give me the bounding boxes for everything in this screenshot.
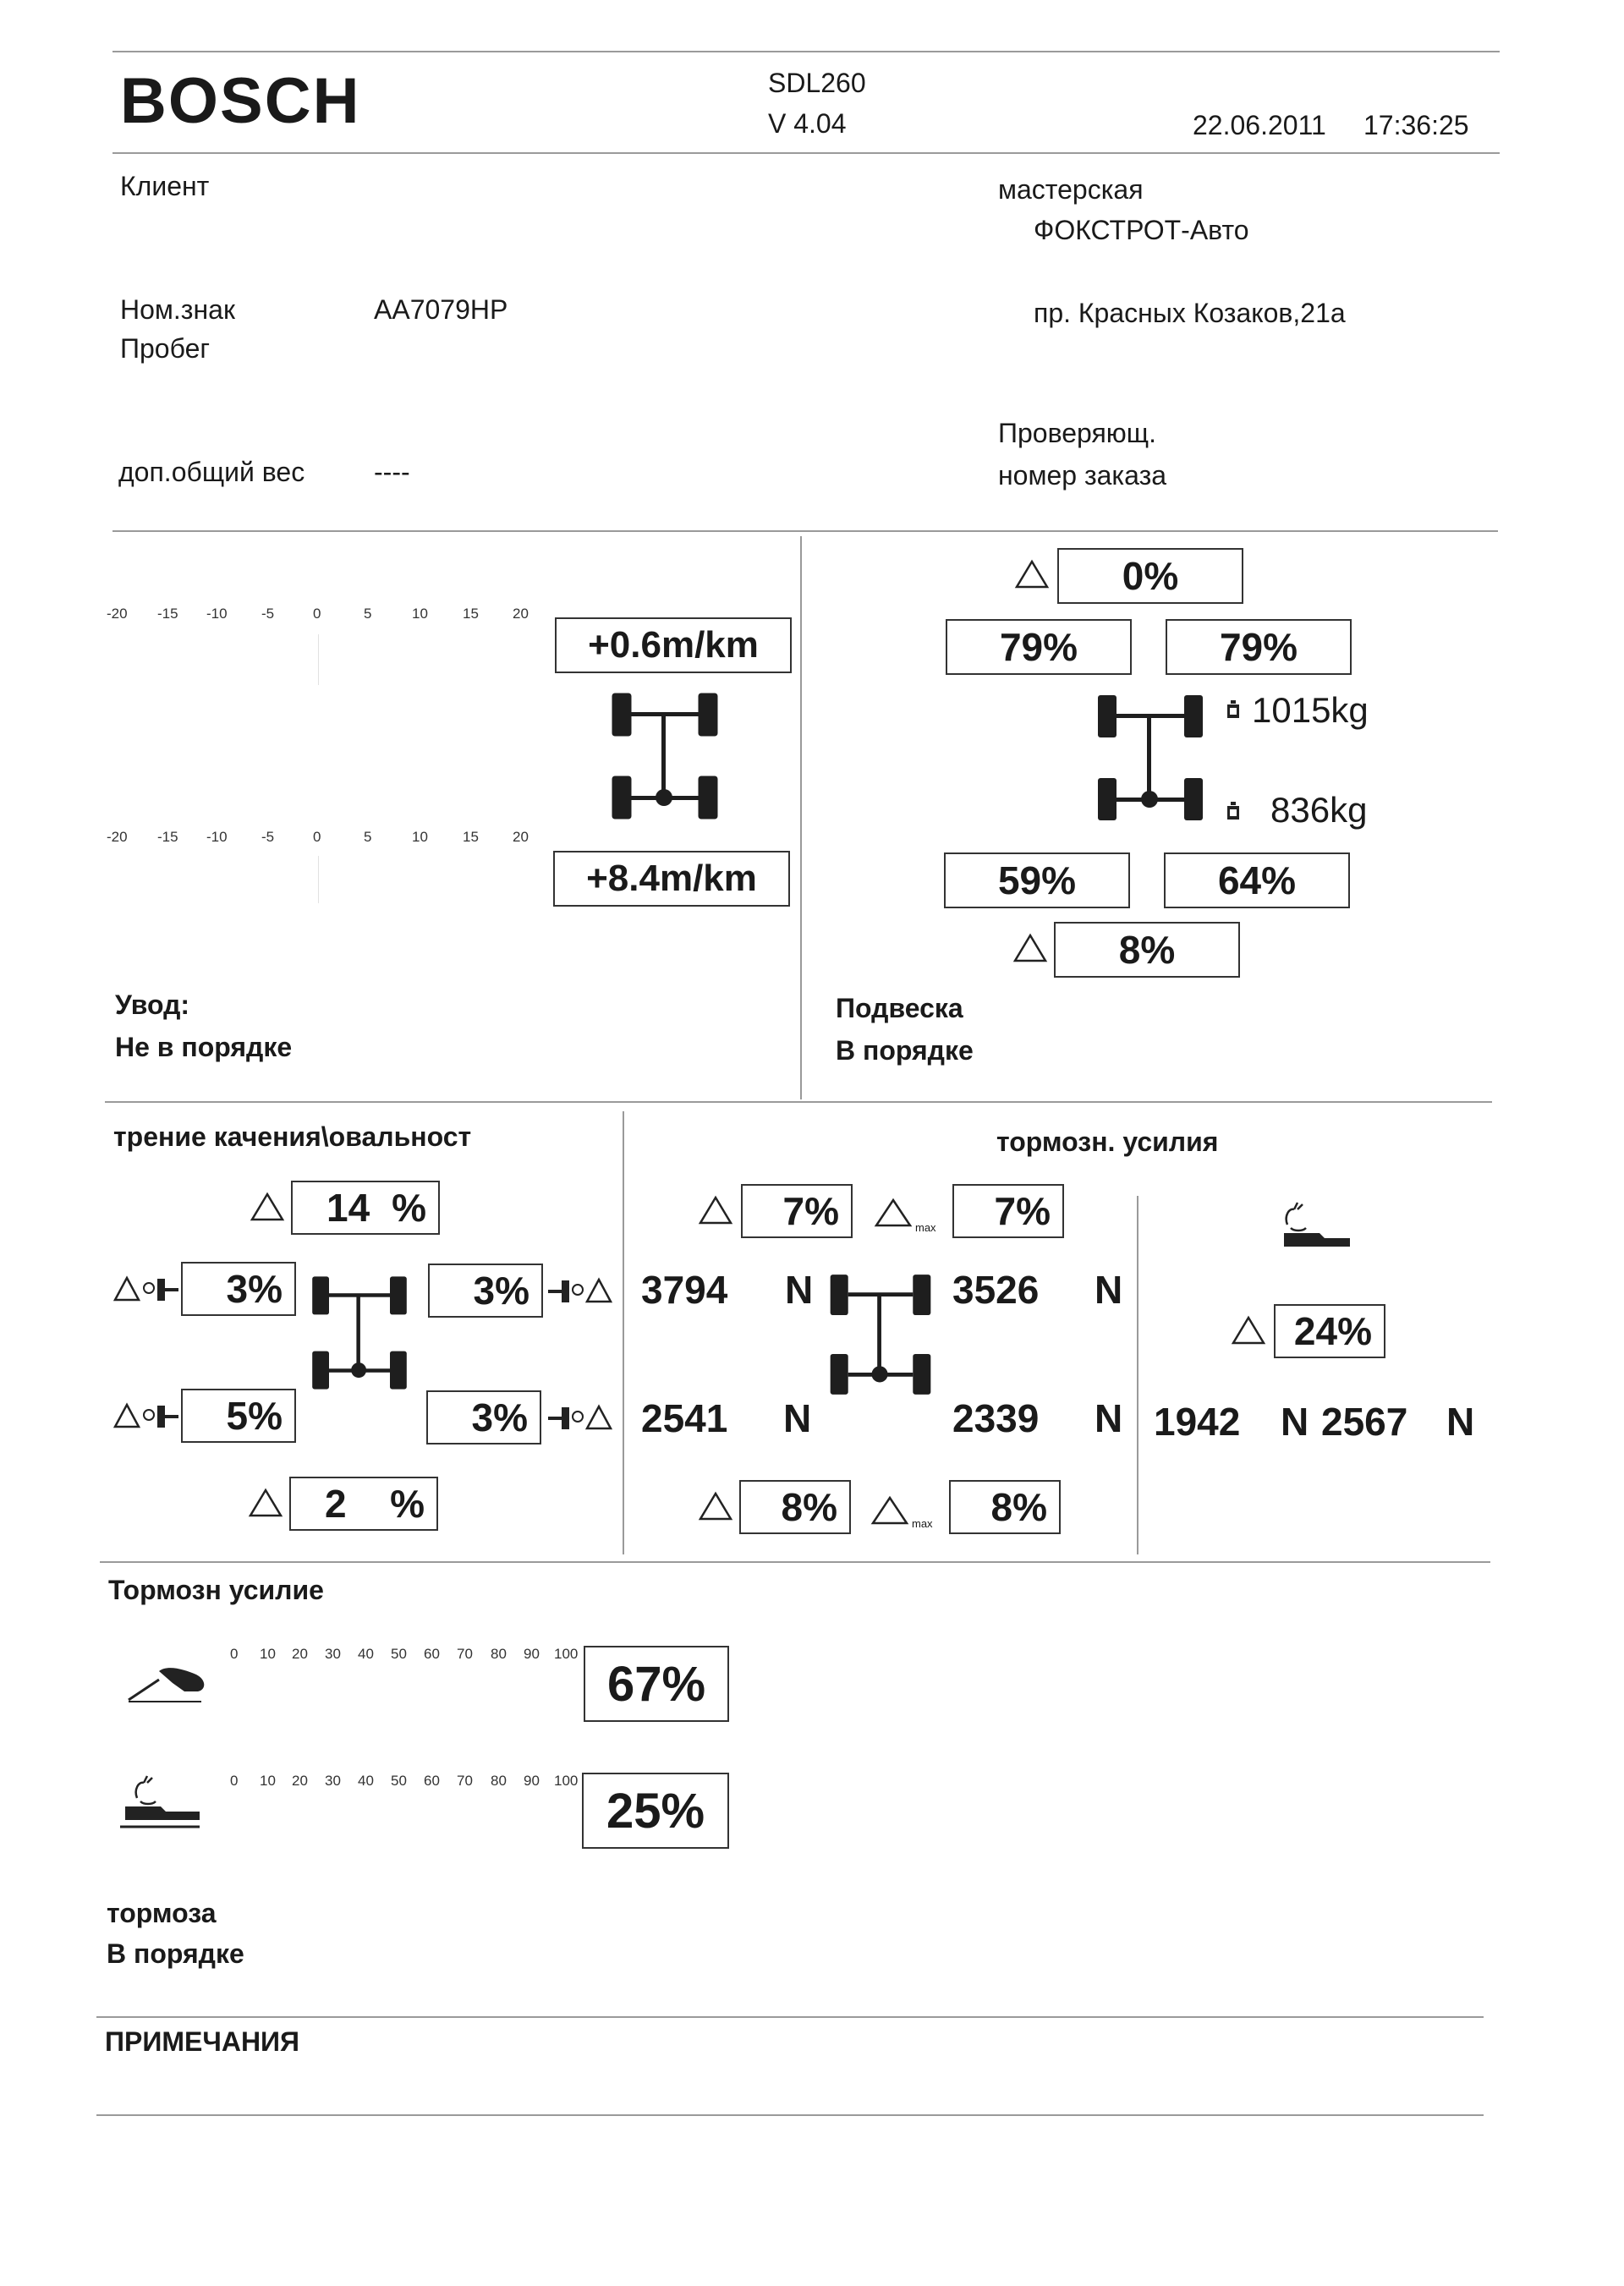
tick: 50 (391, 1646, 407, 1662)
axle-diagram-icon (1091, 687, 1210, 829)
drift-zero-line (318, 634, 319, 685)
tick: 60 (424, 1646, 440, 1662)
tick: 0 (313, 606, 321, 622)
axle-diagram-icon (306, 1262, 413, 1404)
tick: -10 (206, 606, 228, 622)
rolling-rear-right: 3% (426, 1390, 541, 1445)
weight-label: доп.общий вес (118, 457, 305, 487)
drift-rear-value: +8.4m/km (553, 851, 790, 907)
brake-rear-left-force: 2541 (641, 1396, 728, 1440)
tick: 30 (325, 1773, 341, 1789)
value: 14 (326, 1186, 370, 1230)
tick: 10 (412, 606, 428, 622)
workshop-name: ФОКСТРОТ-Авто (1034, 215, 1249, 245)
notes-title: ПРИМЕЧАНИЯ (105, 2026, 300, 2057)
axle-diagram-icon (824, 1265, 937, 1404)
park-brake-delta: 24% (1274, 1304, 1385, 1358)
parking-brake-efficiency: 25% (582, 1773, 729, 1849)
drift-zero-line (318, 856, 319, 903)
tick: -10 (206, 829, 228, 845)
order-number-label: номер заказа (998, 460, 1167, 491)
delta-icon (699, 1196, 732, 1225)
tick: 70 (457, 1773, 473, 1789)
tick: 20 (292, 1773, 308, 1789)
tick: 10 (260, 1646, 276, 1662)
tick: 70 (457, 1646, 473, 1662)
unit-newton: N (785, 1268, 814, 1312)
tick: 40 (358, 1773, 374, 1789)
tick: 5 (364, 606, 372, 622)
delta-icon (1013, 934, 1047, 962)
delta-icon (249, 1488, 283, 1517)
tick: 80 (491, 1646, 507, 1662)
tick: -5 (261, 829, 275, 845)
delta-wheel-icon (113, 1402, 181, 1431)
unit-newton: N (1281, 1400, 1309, 1444)
suspension-front-delta: 0% (1057, 548, 1243, 604)
workshop-address: пр. Красных Козаков,21а (1034, 298, 1346, 328)
device-model: SDL260 (768, 68, 866, 98)
brakes-status: В порядке (107, 1938, 244, 1969)
panel-divider (800, 536, 802, 1099)
tick: -5 (261, 606, 275, 622)
tick: 90 (524, 1773, 540, 1789)
unit-newton: N (783, 1396, 812, 1440)
wheel-delta-icon (546, 1404, 614, 1433)
top-rule (112, 51, 1500, 52)
delta-max-subscript: max (912, 1517, 933, 1530)
delta-max-icon (871, 1495, 908, 1526)
brake-front-delta-max: 7% (952, 1184, 1064, 1238)
suspension-title: Подвеска (836, 993, 963, 1023)
tick: 30 (325, 1646, 341, 1662)
tick: 50 (391, 1773, 407, 1789)
workshop-label: мастерская (998, 174, 1144, 205)
axle-diagram-icon (606, 688, 724, 824)
tick: 10 (412, 829, 428, 845)
report-time: 17:36:25 (1363, 110, 1469, 140)
tick: 5 (364, 829, 372, 845)
tick: -20 (107, 829, 128, 845)
rolling-front-right: 3% (428, 1264, 543, 1318)
panel-divider (1137, 1196, 1138, 1554)
brand-logo: BOSCH (120, 65, 361, 137)
brake-rear-delta: 8% (739, 1480, 851, 1534)
tick: 20 (292, 1646, 308, 1662)
suspension-rear-left: 59% (944, 852, 1130, 908)
suspension-rear-right: 64% (1164, 852, 1350, 908)
hand-brake-icon (118, 1773, 203, 1832)
unit-newton: N (1095, 1396, 1123, 1440)
suspension-front-left: 79% (946, 619, 1132, 675)
plate-value: AA7079HP (374, 294, 508, 325)
rolling-rear-delta (289, 1477, 438, 1531)
mileage-label: Пробег (120, 333, 211, 364)
tick: 80 (491, 1773, 507, 1789)
section-rule (96, 2016, 1484, 2018)
foot-brake-icon (125, 1658, 210, 1708)
drift-front-value: +0.6m/km (555, 617, 792, 673)
tick: 60 (424, 1773, 440, 1789)
unit: % (390, 1482, 425, 1526)
park-left-force: 1942 (1154, 1400, 1241, 1444)
delta-icon (699, 1492, 732, 1521)
brake-rear-delta-max: 8% (949, 1480, 1061, 1534)
bottom-rule (96, 2114, 1484, 2116)
unit-newton: N (1095, 1268, 1123, 1312)
tick: -20 (107, 606, 128, 622)
tick: -15 (157, 606, 178, 622)
value: 2 (325, 1482, 347, 1526)
tick: 40 (358, 1646, 374, 1662)
delta-max-icon (875, 1198, 912, 1228)
brake-rear-right-force: 2339 (952, 1396, 1040, 1440)
weight-icon (1226, 699, 1240, 719)
brake-front-left-force: 3794 (641, 1268, 728, 1312)
unit-newton: N (1446, 1400, 1475, 1444)
front-axle-weight: 1015kg (1252, 690, 1369, 730)
report-date: 22.06.2011 (1193, 110, 1326, 140)
section-rule (105, 1101, 1492, 1103)
inspector-label: Проверяющ. (998, 418, 1157, 448)
brakes-label: тормоза (107, 1898, 217, 1928)
suspension-status: В порядке (836, 1035, 974, 1066)
section-rule (100, 1561, 1490, 1563)
rolling-front-left: 3% (181, 1262, 296, 1316)
hand-brake-icon (1269, 1199, 1353, 1258)
tick: 15 (463, 606, 479, 622)
braking-title: Тормозн усилие (108, 1575, 324, 1605)
suspension-rear-delta: 8% (1054, 922, 1240, 978)
info-rule (112, 530, 1498, 532)
plate-label: Ном.знак (120, 294, 235, 325)
tick: 100 (554, 1773, 579, 1789)
wheel-delta-icon (546, 1277, 614, 1306)
tick: 20 (513, 606, 529, 622)
drift-status: Не в порядке (115, 1032, 293, 1062)
brake-front-right-force: 3526 (952, 1268, 1040, 1312)
suspension-front-right: 79% (1166, 619, 1352, 675)
brake-front-delta: 7% (741, 1184, 853, 1238)
drift-title: Увод: (115, 990, 190, 1020)
weight-value: ---- (374, 457, 410, 487)
client-label: Клиент (120, 171, 210, 201)
rolling-front-delta (291, 1181, 440, 1235)
tick: 15 (463, 829, 479, 845)
tick: 0 (313, 829, 321, 845)
delta-icon (1015, 560, 1049, 589)
tick: 10 (260, 1773, 276, 1789)
rolling-rear-left: 5% (181, 1389, 296, 1443)
tick: 90 (524, 1646, 540, 1662)
delta-wheel-icon (113, 1275, 181, 1304)
tick: 100 (554, 1646, 579, 1662)
header-rule (112, 152, 1500, 154)
rear-axle-weight: 836kg (1270, 790, 1368, 830)
delta-max-subscript: max (915, 1221, 936, 1234)
delta-icon (1232, 1316, 1265, 1345)
tick: -15 (157, 829, 178, 845)
software-version: V 4.04 (768, 108, 847, 139)
weight-icon (1226, 800, 1240, 820)
service-brake-efficiency: 67% (584, 1646, 729, 1722)
brake-forces-title: тормозн. усилия (996, 1127, 1219, 1157)
panel-divider (623, 1111, 624, 1554)
tick: 20 (513, 829, 529, 845)
tick: 0 (230, 1773, 239, 1789)
park-right-force: 2567 (1321, 1400, 1408, 1444)
rolling-title: трение качения\овальност (113, 1121, 472, 1152)
tick: 0 (230, 1646, 239, 1662)
delta-icon (250, 1192, 284, 1221)
unit: % (392, 1186, 426, 1230)
